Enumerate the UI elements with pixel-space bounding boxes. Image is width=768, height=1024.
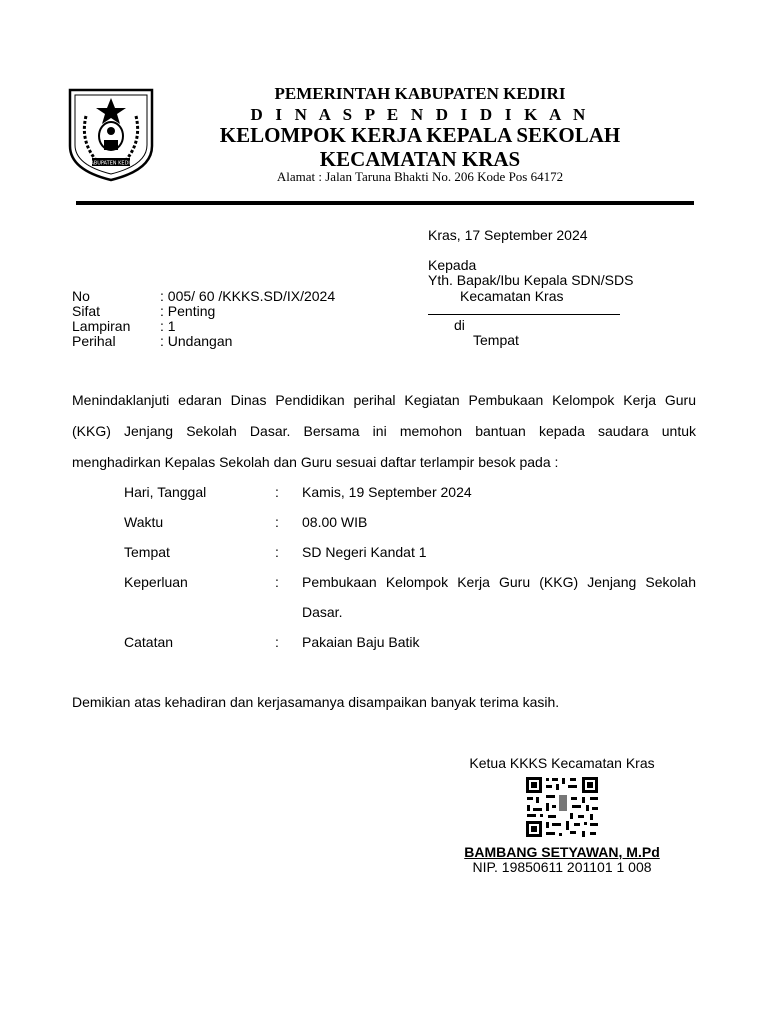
- signatory-nip: NIP. 19850611 201101 1 008: [472, 859, 652, 875]
- meta-perihal-value: : Undangan: [160, 333, 233, 349]
- detail-keperluan-label: Keperluan: [124, 574, 188, 590]
- body-line-2: (KKG) Jenjang Sekolah Dasar. Bersama ini memohon bantuan kepada saudara untuk: [72, 423, 696, 439]
- detail-tempat-colon: :: [275, 544, 279, 560]
- closing-sentence: Demikian atas kehadiran dan kerjasamanya disampaikan banyak terima kasih.: [72, 694, 560, 710]
- body-line-1: Menindaklanjuti edaran Dinas Pendidikan perihal Kegiatan Pembukaan Kelompok Kerja Guru: [72, 392, 696, 408]
- detail-hari-colon: :: [275, 484, 279, 500]
- kediri-regency-emblem: [66, 86, 156, 182]
- signatory-name: BAMBANG SETYAWAN, M.Pd: [464, 844, 660, 860]
- meta-no-label: No: [72, 288, 90, 304]
- meta-no: [72, 288, 335, 304]
- detail-waktu-colon: :: [275, 514, 279, 530]
- letterhead-government: PEMERINTAH KABUPATEN KEDIRI: [274, 84, 566, 103]
- meta-perihal: [72, 333, 232, 349]
- recipient-kepada: Kepada: [428, 257, 477, 273]
- detail-hari-value: Kamis, 19 September 2024: [302, 484, 472, 500]
- meta-lampiran-value: : 1: [160, 318, 176, 334]
- detail-tempat-label: Tempat: [124, 544, 170, 560]
- date-place: Kras, 17 September 2024: [428, 227, 588, 243]
- detail-keperluan-colon: :: [275, 574, 279, 590]
- letterhead-divider: [76, 201, 694, 205]
- qr-code-signature: [524, 775, 600, 839]
- recipient-underline: [428, 314, 620, 315]
- letterhead-address: Alamat : Jalan Taruna Bhakti No. 206 Kode Pos 64172: [276, 169, 564, 184]
- meta-sifat-value: : Penting: [160, 303, 216, 319]
- body-line-3: menghadirkan Kepalas Sekolah dan Guru sesuai daftar terlampir besok pada :: [72, 454, 559, 470]
- meta-sifat: [72, 303, 215, 319]
- signature-title: Ketua KKKS Kecamatan Kras: [469, 755, 655, 771]
- detail-tempat-value: SD Negeri Kandat 1: [302, 544, 427, 560]
- meta-sifat-label: Sifat: [72, 303, 101, 319]
- meta-perihal-label: Perihal: [72, 333, 116, 349]
- letterhead-organization: KELOMPOK KERJA KEPALA SEKOLAH: [219, 123, 621, 147]
- detail-keperluan-value-2: Dasar.: [302, 604, 343, 620]
- recipient-tempat: Tempat: [473, 332, 519, 348]
- letterhead-department: D I N A S P E N D I D I K A N: [250, 105, 590, 124]
- detail-catatan-value: Pakaian Baju Batik: [302, 634, 420, 650]
- meta-no-value: : 005/ 60 /KKKS.SD/IX/2024: [160, 288, 336, 304]
- recipient-kecamatan: Kecamatan Kras: [460, 288, 564, 304]
- meta-lampiran-label: Lampiran: [72, 318, 131, 334]
- detail-hari-label: Hari, Tanggal: [124, 484, 207, 500]
- detail-keperluan-value-1: Pembukaan Kelompok Kerja Guru (KKG) Jenjang Sekolah: [302, 574, 696, 590]
- recipient-yth: Yth. Bapak/Ibu Kepala SDN/SDS: [428, 272, 634, 288]
- detail-catatan-colon: :: [275, 634, 279, 650]
- recipient-di: di: [454, 317, 465, 333]
- detail-waktu-label: Waktu: [124, 514, 164, 530]
- detail-catatan-label: Catatan: [124, 634, 174, 650]
- meta-lampiran: [72, 318, 176, 334]
- detail-waktu-value: 08.00 WIB: [302, 514, 368, 530]
- emblem-motto: KABUPATEN KEDIRI: [87, 160, 135, 167]
- letterhead-district: KECAMATAN KRAS: [319, 147, 521, 171]
